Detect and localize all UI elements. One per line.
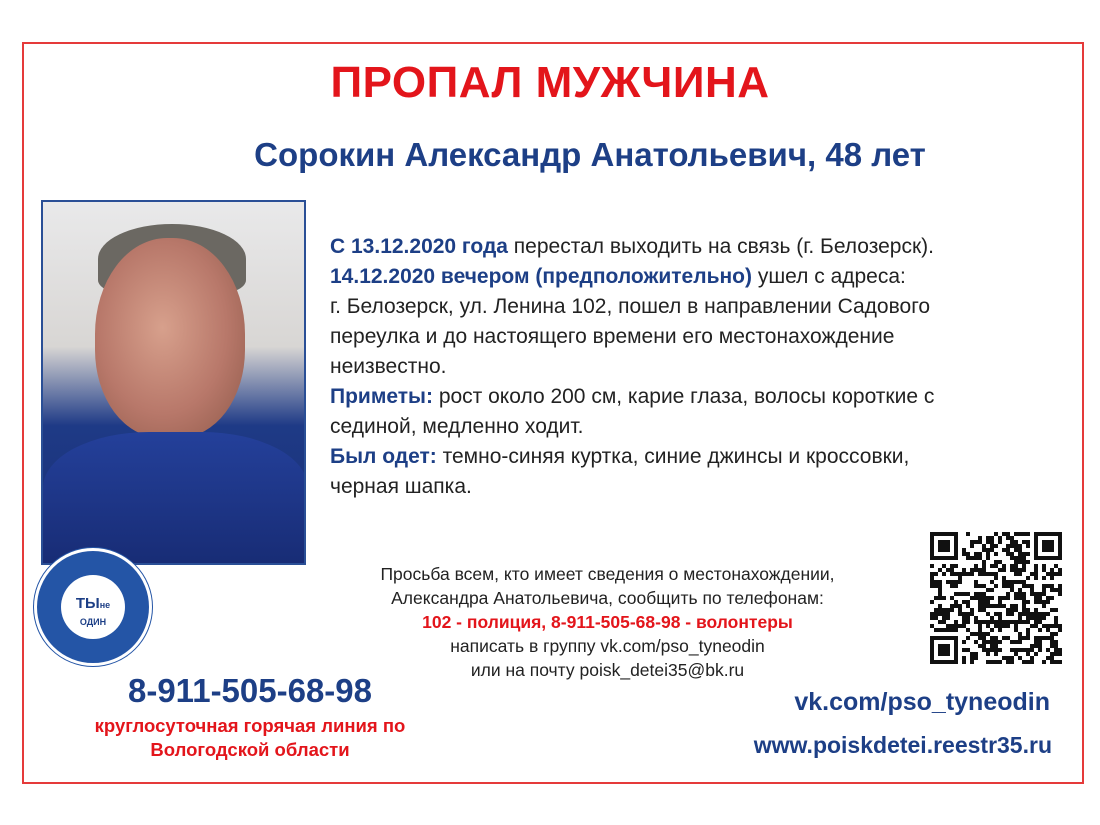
request-line: Александра Анатольевича, сообщить по телефонам: xyxy=(391,588,824,608)
missing-person-photo xyxy=(41,200,306,565)
desc-line: Приметы: рост около 200 см, карие глаза, волосы короткие с xyxy=(330,385,935,408)
request-line: написать в группу vk.com/pso_tyneodin xyxy=(450,636,765,656)
volunteer-logo xyxy=(34,548,152,666)
request-line: Просьба всем, кто имеет сведения о местонахождении, xyxy=(380,564,835,584)
desc-line: Был одет: темно-синяя куртка, синие джинсы и кроссовки, xyxy=(330,445,910,468)
desc-line: 14.12.2020 вечером (предположительно) ушел с адреса: xyxy=(330,265,906,288)
desc-line: переулка и до настоящего времени его местонахождение xyxy=(330,325,895,348)
hotline-phone[interactable]: 8-911-505-68-98 xyxy=(127,672,373,709)
desc-line: С 13.12.2020 года перестал выходить на связь (г. Белозерск). xyxy=(330,235,934,258)
website-link[interactable]: www.poiskdetei.reestr35.ru xyxy=(753,732,1052,758)
request-line: или на почту poisk_detei35@bk.ru xyxy=(470,660,745,680)
desc-line: неизвестно. xyxy=(330,355,447,378)
logo-text: ТЫне ОДИН xyxy=(75,595,111,627)
qr-code-icon[interactable] xyxy=(930,532,1062,664)
request-phones: 102 - полиция, 8-911-505-68-98 - волонтеры xyxy=(422,612,793,632)
request-block xyxy=(310,562,905,682)
description-block xyxy=(330,232,1050,502)
hotline-caption: круглосуточная горячая линия по Вологодской области xyxy=(94,715,406,760)
missing-person-name: Сорокин Александр Анатольевич, 48 лет xyxy=(254,136,926,173)
photo-face xyxy=(95,238,245,438)
desc-line: г. Белозерск, ул. Ленина 102, пошел в направлении Садового xyxy=(330,295,931,318)
desc-line: черная шапка. xyxy=(330,475,472,498)
desc-line: сединой, медленно ходит. xyxy=(330,415,584,438)
photo-shirt xyxy=(43,432,306,565)
vk-group-link[interactable]: vk.com/pso_tyneodin xyxy=(794,688,1050,716)
poster-title: ПРОПАЛ МУЖЧИНА xyxy=(330,58,770,107)
